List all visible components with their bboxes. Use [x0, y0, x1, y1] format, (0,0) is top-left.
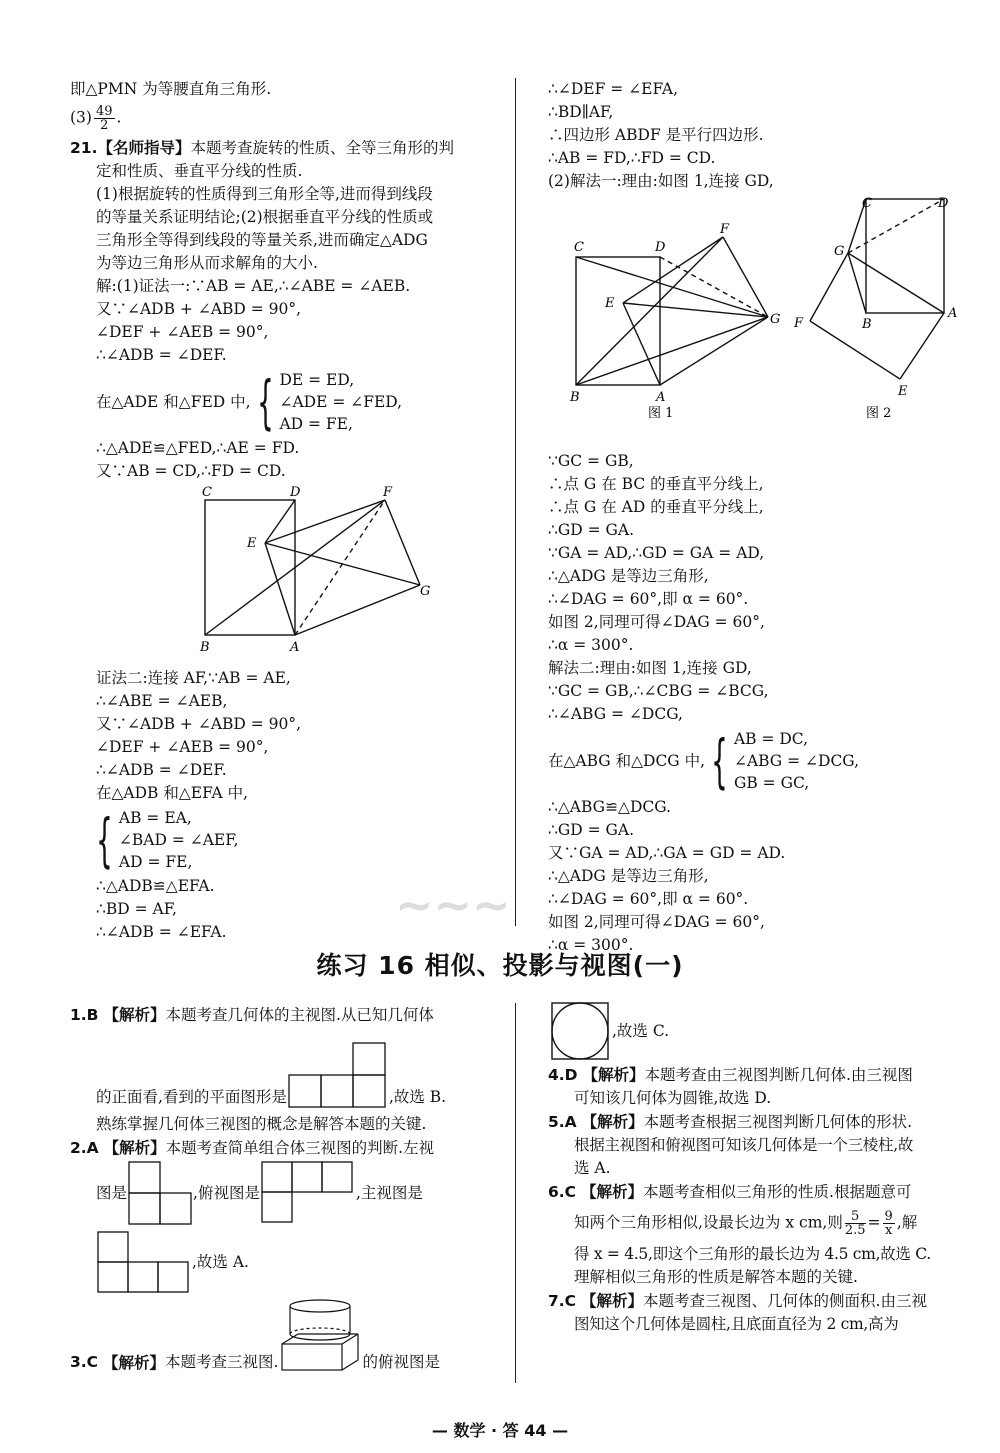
- solution-line: ∴△ADE≌△FED,∴AE = FD.: [96, 439, 300, 457]
- text-line: 得 x = 4.5,即这个三角形的最长边为 4.5 cm,故选 C.: [574, 1245, 931, 1263]
- solution-line: 解:(1)证法一:∵AB = AE,∴∠ABE = ∠AEB.: [96, 277, 411, 295]
- section-title: 练习 16 相似、投影与视图(一): [316, 951, 684, 980]
- text-line: ∴∠DAG = 60°,即 α = 60°.: [548, 590, 749, 608]
- text-line: 的等量关系证明结论;(2)根据垂直平分线的性质或: [96, 208, 434, 226]
- solution-line: 又∵AB = CD,∴FD = CD.: [96, 462, 286, 480]
- question-5: 5.A 【解析】本题考查根据三视图判断几何体的形状.: [548, 1112, 913, 1131]
- text-line: 如图 2,同理可得∠DAG = 60°,: [548, 913, 765, 931]
- label-G: G: [420, 584, 431, 599]
- fig1-label-G: G: [770, 312, 781, 327]
- bottom-right-column: [548, 1003, 968, 1336]
- text-line: 的正面看,看到的平面图形是 ,故选 B.: [70, 1039, 500, 1109]
- text-line: ∵GC = GB,: [548, 452, 634, 470]
- proof-line: ∴∠ADB = ∠DEF.: [96, 761, 227, 779]
- text-line: ∴α = 300°.: [548, 636, 634, 654]
- text-line: ∴∠DEF = ∠EFA,: [548, 80, 679, 98]
- text-line: 又∵GA = AD,∴GA = GD = AD.: [548, 844, 786, 862]
- text-line: ∴点 G 在 BC 的垂直平分线上,: [548, 475, 764, 493]
- circle-in-square-figure: [548, 999, 612, 1063]
- text-line: ∴△ADG 是等边三角形,: [548, 567, 709, 585]
- left-column: [70, 78, 500, 944]
- fig1-label-D: D: [655, 240, 666, 255]
- fig2-label-C: C: [862, 196, 872, 211]
- page-footer: — 数学 · 答 44 —: [431, 1421, 569, 1440]
- fig1-label-A: A: [656, 390, 666, 405]
- fig2-label-F: F: [794, 316, 804, 331]
- text-line: 定和性质、垂直平分线的性质.: [96, 162, 303, 180]
- question-4: 4.D 【解析】本题考查由三视图判断几何体.由三视图: [548, 1065, 913, 1084]
- solution-line: ∠DEF + ∠AEB = 90°,: [96, 323, 269, 341]
- text-line: ∴GD = GA.: [548, 521, 635, 539]
- column-divider-top: [515, 78, 516, 926]
- equation-system: { AB = EA, ∠BAD = ∠AEF, AD = FE,: [96, 806, 239, 874]
- text-line: 熟练掌握几何体三视图的概念是解答本题的关键.: [96, 1115, 427, 1133]
- question-6: 6.C 【解析】本题考查相似三角形的性质.根据题意可: [548, 1182, 912, 1201]
- question-2: 2.A 【解析】本题考查简单组合体三视图的判断.左视: [70, 1138, 435, 1157]
- text-line: ∴BD∥AF,: [548, 103, 614, 121]
- text-line: 三角形全等得到线段的等量关系,进而确定△ADG: [96, 231, 428, 249]
- fig1-caption: 图 1: [648, 406, 674, 421]
- question-3: 3.C 【解析】 本题考查三视图. 的俯视图是: [70, 1298, 500, 1374]
- text-line: ∴∠DAG = 60°,即 α = 60°.: [548, 890, 749, 908]
- fig2-label-A: A: [948, 306, 958, 321]
- fraction: $\frac{9}{x}$: [884, 1209, 893, 1238]
- text-line: 即△PMN 为等腰直角三角形.: [70, 80, 272, 98]
- text-line: ∴△ADG 是等边三角形,: [548, 867, 709, 885]
- fig2-label-G: G: [834, 244, 845, 259]
- fig2-caption: 图 2: [866, 406, 892, 421]
- fraction: $\frac{5}{2.5}$: [844, 1209, 866, 1238]
- fig1-label-B: B: [570, 390, 580, 405]
- left-view-figure: [127, 1160, 193, 1226]
- proof-line: ∠DEF + ∠AEB = 90°,: [96, 738, 269, 756]
- label-F: F: [383, 485, 393, 500]
- proof-line: 在△ADB 和△EFA 中,: [96, 784, 249, 802]
- proof-line: 又∵∠ADB + ∠ABD = 90°,: [96, 715, 302, 733]
- fig1-label-E: E: [605, 296, 615, 311]
- text-line: 图是 ,俯视图是 ,主视图是: [70, 1160, 500, 1226]
- equation-system: 在△ADE 和△FED 中, { DE = ED, ∠ADE = ∠FED, AD = FE,: [96, 368, 403, 436]
- text-line: 选 A.: [574, 1159, 611, 1177]
- label-A: A: [290, 640, 300, 655]
- question-7: 7.C 【解析】本题考查三视图、几何体的侧面积.由三视: [548, 1291, 927, 1310]
- brace-symbol: {: [256, 368, 274, 436]
- label-B: B: [200, 640, 210, 655]
- label-C: C: [202, 485, 212, 500]
- text-line: 根据主视图和俯视图可知该几何体是一个三棱柱,故: [574, 1136, 914, 1154]
- label-E: E: [247, 536, 257, 551]
- fig2-label-E: E: [898, 384, 908, 399]
- text-line: 可知该几何体为圆锥,故选 D.: [574, 1089, 772, 1107]
- text-line: ,故选 C.: [548, 999, 968, 1063]
- text-line: 知两个三角形相似,设最长边为 x cm,则 $\frac{5}{2.5}$ = $\frac{9}{x}$ ,解: [574, 1209, 918, 1238]
- proof-line: ∴BD = AF,: [96, 900, 177, 918]
- solid-figure-q3: [278, 1298, 362, 1374]
- question-1: 1.B 【解析】本题考查几何体的主视图.从已知几何体: [70, 1005, 434, 1024]
- fig2-label-D: D: [938, 196, 949, 211]
- right-column: [548, 78, 968, 957]
- text-line: ∴点 G 在 AD 的垂直平分线上,: [548, 498, 764, 516]
- fig1-label-F: F: [720, 222, 730, 237]
- fig2-label-B: B: [862, 317, 872, 332]
- text-line: (3) $\frac{49}{2}$ .: [70, 104, 122, 133]
- text-line: 解法二:理由:如图 1,连接 GD,: [548, 659, 752, 677]
- equation-system: 在△ABG 和△DCG 中, { AB = DC, ∠ABG = ∠DCG, GB = GC,: [548, 727, 860, 795]
- text-line: 如图 2,同理可得∠DAG = 60°,: [548, 613, 765, 631]
- text-line: ∴GD = GA.: [548, 821, 635, 839]
- text-line: ∴△ABG≌△DCG.: [548, 798, 671, 816]
- brace-symbol: {: [96, 806, 113, 874]
- text-line: ∴∠ABG = ∠DCG,: [548, 705, 683, 723]
- geometry-figure-left: [180, 485, 440, 660]
- text-line: 图知这个几何体是圆柱,且底面直径为 2 cm,高为: [574, 1315, 899, 1333]
- solution-line: ∴∠ADB = ∠DEF.: [96, 346, 227, 364]
- top-view-figure: [260, 1160, 356, 1226]
- text-line: (1)根据旋转的性质得到三角形全等,进而得到线段: [96, 185, 433, 203]
- text-line: 理解相似三角形的性质是解答本题的关键.: [574, 1268, 858, 1286]
- geometry-figures-right: [548, 193, 968, 443]
- proof-line: ∴△ADB≌△EFA.: [96, 877, 215, 895]
- text-line: ∵GC = GB,∴∠CBG = ∠BCG,: [548, 682, 769, 700]
- text-line: ,故选 A.: [70, 1230, 500, 1294]
- bottom-left-column: [70, 1003, 500, 1374]
- proof-line: ∴∠ABE = ∠AEB,: [96, 692, 228, 710]
- watermark: ~~~: [395, 878, 511, 932]
- text-line: ∴四边形 ABDF 是平行四边形.: [548, 126, 764, 144]
- text-line: ∵GA = AD,∴GD = GA = AD,: [548, 544, 765, 562]
- label-D: D: [290, 485, 301, 500]
- text-line: 为等边三角形从而求解角的大小.: [96, 254, 318, 272]
- fig1-label-C: C: [574, 240, 584, 255]
- proof-line: 证法二:连接 AF,∵AB = AE,: [96, 669, 291, 687]
- column-divider-bottom: [515, 1003, 516, 1383]
- text-line: ∴α = 300°.: [548, 936, 634, 954]
- solution-line: 又∵∠ADB + ∠ABD = 90°,: [96, 300, 302, 318]
- question-21: 21.【名师指导】本题考查旋转的性质、全等三角形的判: [70, 138, 454, 157]
- text-line: (2)解法一:理由:如图 1,连接 GD,: [548, 172, 774, 190]
- proof-line: ∴∠ADB = ∠EFA.: [96, 923, 227, 941]
- brace-symbol: {: [711, 727, 728, 795]
- fraction: $\frac{49}{2}$: [95, 104, 113, 133]
- text-line: ∴AB = FD,∴FD = CD.: [548, 149, 716, 167]
- view-figure-q1: [287, 1039, 389, 1109]
- front-view-figure: [96, 1230, 192, 1294]
